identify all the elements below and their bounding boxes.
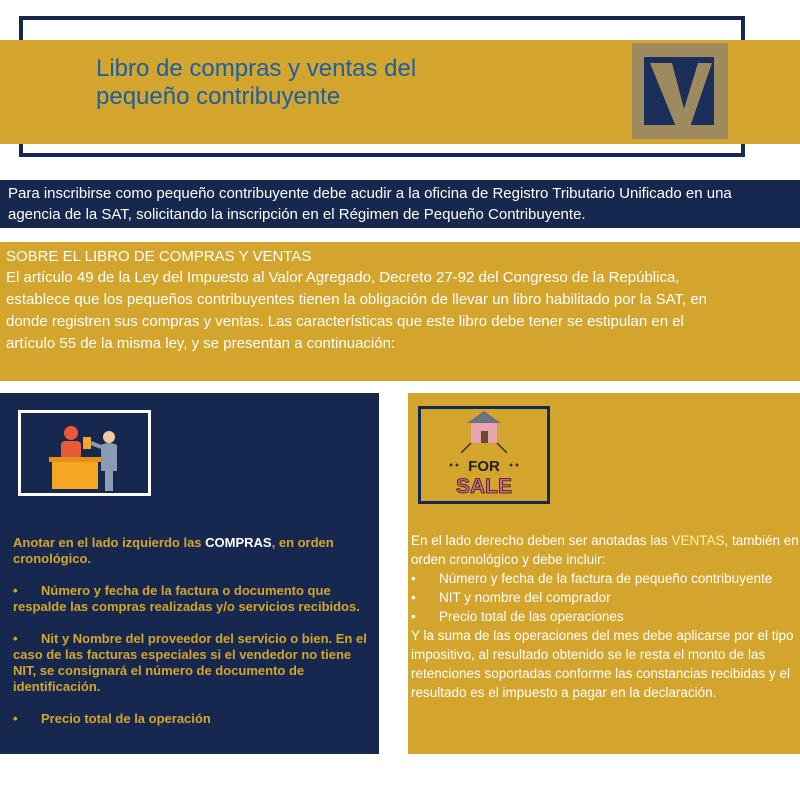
ventas-closing: Y la suma de las operaciones del mes debe aplicarse por el tipo impositivo, al resultado obtenido se le resta el monto de las retenciones soportadas conforme las constancias recibidas y el resultado es el impuesto a pagar en la declaración. [411, 628, 794, 700]
ventas-highlight: VENTAS [671, 533, 725, 548]
list-item: • Precio total de la operación [13, 711, 211, 726]
intro-text: Para inscribirse como pequeño contribuyente debe acudir a la oficina de Registro Tributario Unificado en una agencia de la SAT, solicitando la inscripción en el Régimen de Pequeño Contribuyente. [8, 185, 732, 223]
list-item: • Precio total de las operaciones [411, 609, 624, 624]
sign-bottom-text: SALE [455, 475, 513, 498]
compras-text [13, 535, 368, 727]
customer-service-icon [21, 413, 148, 493]
list-item: • Número y fecha de la factura de pequeño contribuyente [411, 571, 773, 586]
title-line-2: pequeño contribuyente [96, 83, 341, 110]
about-heading: SOBRE EL LIBRO DE COMPRAS Y VENTAS [6, 248, 312, 265]
ventas-intro: En el lado derecho deben ser anotadas las VENTAS, también en orden cronológico y debe incluir: [411, 533, 799, 567]
for-sale-sign-icon [421, 409, 547, 501]
sign-top-text: FOR [468, 458, 500, 475]
list-item: • NIT y nombre del comprador [411, 590, 611, 605]
list-item: • Nit y Nombre del proveedor del servicio o bien. En el caso de las facturas especiales si el vendedor no tiene NIT, se consignará el número de documento de identificación. [13, 631, 367, 694]
page-title [96, 55, 516, 111]
v-logo-icon [632, 43, 728, 139]
about-text: El artículo 49 de la Ley del Impuesto al Valor Agregado, Decreto 27-92 del Congreso de la República, establece que los pequeños contribuyentes tienen la obligación de llevar un libro habilitado por la SAT, en donde registren sus compras y ventas. Las características que este libro debe tener se estipulan en el artículo 55 de la misma ley, y se presentan a continuación: [6, 269, 708, 352]
ventas-icon-box [418, 406, 550, 504]
compras-intro: Anotar en el lado izquierdo las COMPRAS, en orden cronológico. [13, 535, 334, 566]
logo-v-shape [632, 43, 728, 139]
compras-highlight: COMPRAS [205, 535, 272, 550]
compras-icon-box [18, 410, 151, 496]
ventas-text [411, 531, 799, 702]
list-item: • Número y fecha de la factura o documento que respalde las compras realizadas y/o servicios recibidos. [13, 583, 360, 614]
title-line-1: Libro de compras y ventas del [96, 55, 417, 82]
